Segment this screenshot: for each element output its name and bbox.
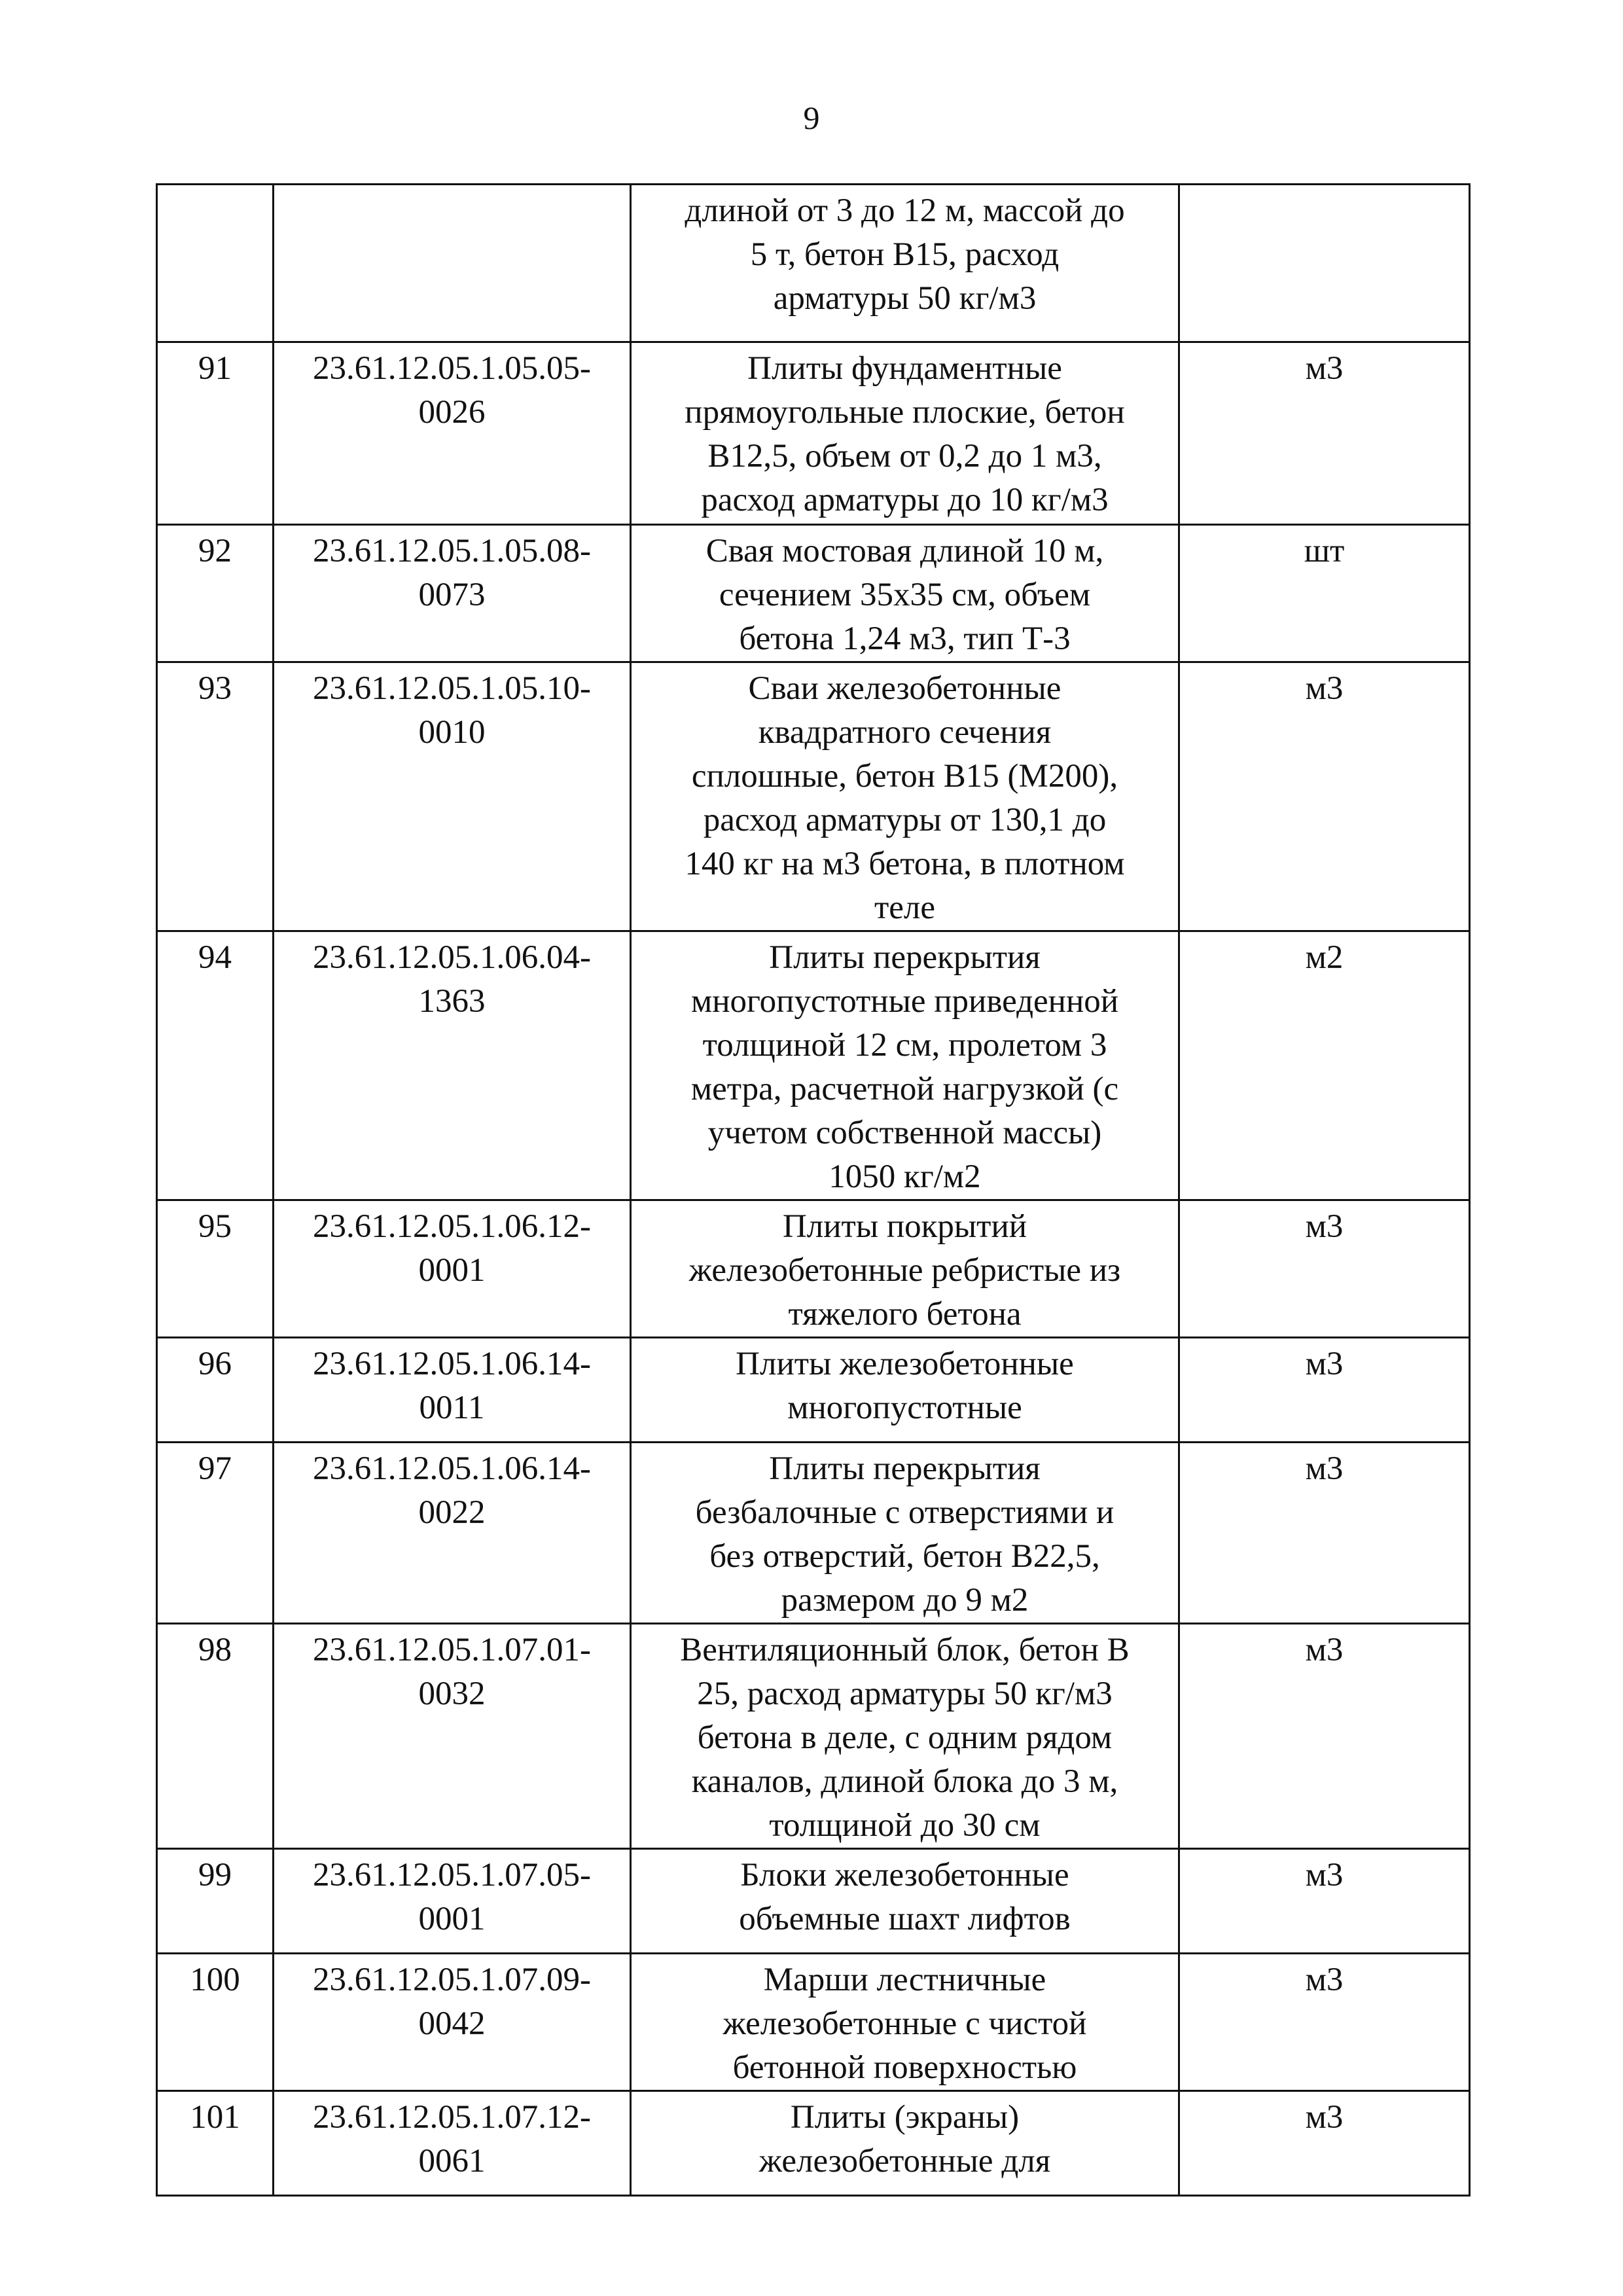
row-number: 97 <box>157 1443 274 1624</box>
row-unit: м3 <box>1179 1338 1470 1443</box>
row-number: 99 <box>157 1849 274 1954</box>
row-unit: м3 <box>1179 662 1470 931</box>
materials-table <box>156 183 1471 2197</box>
row-name: Плиты железобетонные многопустотные <box>631 1338 1179 1443</box>
row-number: 100 <box>157 1954 274 2091</box>
row-unit: м3 <box>1179 1849 1470 1954</box>
row-unit: м3 <box>1179 342 1470 525</box>
row-name: длиной от 3 до 12 м, массой до 5 т, бетон В15, расход арматуры 50 кг/м3 <box>631 185 1179 342</box>
row-number: 93 <box>157 662 274 931</box>
row-name: Плиты фундаментные прямоугольные плоские, бетон В12,5, объем от 0,2 до 1 м3, расход арматуры до 10 кг/м3 <box>631 342 1179 525</box>
row-unit: м3 <box>1179 2091 1470 2196</box>
row-name: Сваи железобетонные квадратного сечения сплошные, бетон В15 (М200), расход арматуры от 130,1 до 140 кг на м3 бетона, в плотном теле <box>631 662 1179 931</box>
table-row <box>157 525 1470 662</box>
row-code: 23.61.12.05.1.06.12- 0001 <box>274 1200 631 1338</box>
row-number: 96 <box>157 1338 274 1443</box>
row-name: Блоки железобетонные объемные шахт лифтов <box>631 1849 1179 1954</box>
row-code: 23.61.12.05.1.07.05- 0001 <box>274 1849 631 1954</box>
page-number: 9 <box>803 99 820 136</box>
row-code: 23.61.12.05.1.07.09- 0042 <box>274 1954 631 2091</box>
table-row <box>157 1200 1470 1338</box>
table-row <box>157 1624 1470 1849</box>
row-unit: шт <box>1179 525 1470 662</box>
table-row <box>157 662 1470 931</box>
row-number: 95 <box>157 1200 274 1338</box>
table-row <box>157 185 1470 342</box>
table-row <box>157 1443 1470 1624</box>
row-name: Плиты (экраны) железобетонные для <box>631 2091 1179 2196</box>
row-number: 92 <box>157 525 274 662</box>
table-row <box>157 2091 1470 2196</box>
row-number <box>157 185 274 342</box>
row-name: Вентиляционный блок, бетон В 25, расход арматуры 50 кг/м3 бетона в деле, с одним рядом каналов, длиной блока до 3 м, толщиной до 30 см <box>631 1624 1179 1849</box>
row-number: 94 <box>157 931 274 1200</box>
row-number: 101 <box>157 2091 274 2196</box>
row-unit: м3 <box>1179 1624 1470 1849</box>
row-name: Свая мостовая длиной 10 м, сечением 35х35 см, объем бетона 1,24 м3, тип Т-3 <box>631 525 1179 662</box>
row-name: Плиты перекрытия безбалочные с отверстиями и без отверстий, бетон В22,5, размером до 9 м2 <box>631 1443 1179 1624</box>
row-code: 23.61.12.05.1.05.08- 0073 <box>274 525 631 662</box>
row-unit: м2 <box>1179 931 1470 1200</box>
row-code: 23.61.12.05.1.06.04- 1363 <box>274 931 631 1200</box>
row-number: 98 <box>157 1624 274 1849</box>
row-unit: м3 <box>1179 1443 1470 1624</box>
row-code: 23.61.12.05.1.06.14- 0011 <box>274 1338 631 1443</box>
row-code: 23.61.12.05.1.05.05- 0026 <box>274 342 631 525</box>
row-name: Марши лестничные железобетонные с чистой бетонной поверхностью <box>631 1954 1179 2091</box>
row-unit <box>1179 185 1470 342</box>
table-row <box>157 1954 1470 2091</box>
row-code: 23.61.12.05.1.07.12- 0061 <box>274 2091 631 2196</box>
row-name: Плиты покрытий железобетонные ребристые из тяжелого бетона <box>631 1200 1179 1338</box>
row-unit: м3 <box>1179 1200 1470 1338</box>
table-row <box>157 931 1470 1200</box>
row-code: 23.61.12.05.1.05.10- 0010 <box>274 662 631 931</box>
row-code: 23.61.12.05.1.07.01- 0032 <box>274 1624 631 1849</box>
table-row <box>157 1849 1470 1954</box>
row-code: 23.61.12.05.1.06.14- 0022 <box>274 1443 631 1624</box>
row-code <box>274 185 631 342</box>
row-name: Плиты перекрытия многопустотные приведенной толщиной 12 см, пролетом 3 метра, расчетной нагрузкой (с учетом собственной массы) 1050 кг/м2 <box>631 931 1179 1200</box>
row-unit: м3 <box>1179 1954 1470 2091</box>
row-number: 91 <box>157 342 274 525</box>
table-row <box>157 342 1470 525</box>
table-row <box>157 1338 1470 1443</box>
